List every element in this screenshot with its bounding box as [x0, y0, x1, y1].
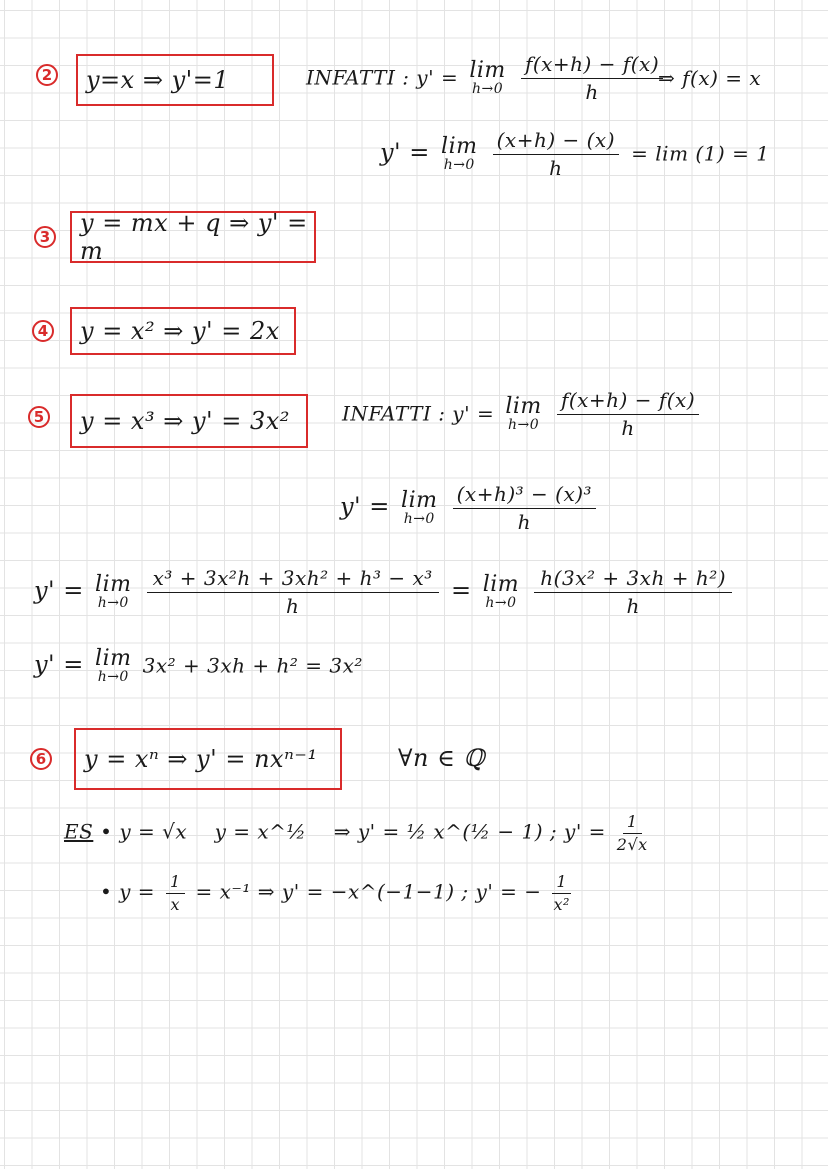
boxed-formula-3: [70, 211, 316, 263]
fraction-denominator: h: [585, 80, 599, 104]
fraction-denominator: h: [626, 594, 640, 618]
lim-sub: h→0: [97, 669, 129, 685]
fraction-denominator: x²: [553, 895, 570, 914]
lim-word: lim: [482, 572, 520, 597]
lim-word: lim: [95, 572, 132, 597]
s2-lim: [469, 60, 505, 96]
fraction-numerator: x³ + 3x²h + 3xh² + h³ − x³: [147, 566, 439, 593]
s5-lim: [505, 396, 541, 432]
lim-sub: h→0: [485, 595, 517, 611]
lim-sub: h→0: [403, 511, 435, 527]
boxed-formula-text: y=x ⇒ y'=1: [86, 66, 230, 94]
s2-line2-lim: [441, 136, 477, 172]
section-marker-4: 4: [32, 320, 54, 342]
lim-word: lim: [469, 58, 506, 83]
boxed-formula-text: y = x³ ⇒ y' = 3x²: [80, 407, 290, 435]
ex1-part-b: y = x^½: [214, 819, 307, 844]
s2-infatti-line: [306, 52, 667, 104]
fraction-denominator: h: [286, 594, 300, 618]
s5-line3-fraction: [147, 566, 439, 618]
fraction-numerator: f(x+h) − f(x): [557, 388, 699, 415]
boxed-formula-6: [74, 728, 342, 790]
s2-fraction: [521, 52, 663, 104]
ex1-part-d: ; y' =: [549, 819, 606, 844]
s5-line3-lim2: [483, 574, 519, 610]
ex2-part-c: ; y' = −: [461, 879, 542, 904]
equals-sign: =: [450, 576, 472, 605]
fraction-numerator: (x+h) − (x): [493, 128, 619, 155]
s5-line2-lim: [401, 490, 437, 526]
fraction-denominator: h: [621, 416, 635, 440]
section-marker-6: 6: [30, 748, 52, 770]
example-label: ES: [64, 819, 94, 844]
s2-note: ⇒ f(x) = x: [658, 66, 762, 90]
fraction-numerator: f(x+h) − f(x): [521, 52, 663, 79]
s5-line3: [34, 566, 736, 618]
fraction-denominator: h: [517, 510, 532, 534]
fraction-denominator: x: [170, 895, 181, 914]
boxed-formula-4: [70, 307, 296, 355]
section-marker-5: 5: [28, 406, 50, 428]
s6-forall: ∀n ∈ ℚ: [398, 744, 485, 772]
line-rhs: = lim (1) = 1: [631, 141, 770, 166]
s5-infatti-label: INFATTI : y' =: [342, 401, 495, 426]
lim-sub: h→0: [472, 81, 504, 97]
lim-sub: h→0: [443, 157, 475, 173]
lim-word: lim: [401, 488, 438, 513]
line-lhs: y' =: [34, 576, 84, 605]
s5-infatti-line: [342, 388, 703, 440]
ex2-part-a: • y =: [100, 879, 156, 904]
line-lhs: y' =: [380, 138, 430, 167]
lim-word: lim: [505, 394, 542, 419]
fraction-numerator: 1: [166, 872, 185, 894]
lim-word: lim: [95, 646, 132, 671]
s5-line3-lim: [95, 574, 131, 610]
fraction-numerator: 1: [623, 812, 642, 834]
line-lhs: y' =: [340, 492, 390, 521]
boxed-formula-text: y = mx + q ⇒ y' = m: [80, 209, 308, 265]
ex2-fraction-2: [552, 872, 571, 914]
fraction-numerator: (x+h)³ − (x)³: [453, 482, 596, 509]
ex1-fraction: [617, 812, 648, 854]
s5-line4: [34, 648, 363, 684]
s6-example-1: [64, 812, 652, 854]
s6-example-2: [100, 872, 575, 914]
fraction-numerator: 1: [552, 872, 571, 894]
lim-sub: h→0: [508, 417, 540, 433]
ex1-part-c: ⇒ y' = ½ x^(½ − 1): [333, 819, 544, 844]
s5-line2-fraction: [453, 482, 596, 534]
ex2-part-b: = x⁻¹ ⇒ y' = −x^(−1−1): [195, 879, 455, 904]
ex1-part-a: • y = √x: [100, 819, 188, 844]
s2-line2-fraction: [493, 128, 619, 180]
section-marker-3: 3: [34, 226, 56, 248]
boxed-formula-5: [70, 394, 308, 448]
boxed-formula-text: y = x² ⇒ y' = 2x: [80, 317, 280, 345]
lim-word: lim: [441, 134, 478, 159]
ex2-fraction: [166, 872, 185, 914]
boxed-formula-2: [76, 54, 274, 106]
lim-sub: h→0: [97, 595, 129, 611]
fraction-denominator: h: [549, 156, 563, 180]
fraction-numerator: h(3x² + 3xh + h²): [534, 566, 732, 593]
line-rhs: 3x² + 3xh + h² = 3x²: [142, 653, 363, 678]
s5-line4-lim: [95, 648, 131, 684]
line-lhs: y' =: [34, 650, 84, 679]
boxed-formula-text: y = xⁿ ⇒ y' = nxⁿ⁻¹: [84, 745, 318, 773]
s5-line3-fraction2: [534, 566, 732, 618]
s5-line2: [340, 482, 600, 534]
s5-fraction: [557, 388, 699, 440]
s2-line2: [380, 128, 769, 180]
fraction-denominator: 2√x: [616, 835, 648, 854]
section-marker-2: 2: [36, 64, 58, 86]
s2-infatti-label: INFATTI : y' =: [306, 65, 459, 90]
